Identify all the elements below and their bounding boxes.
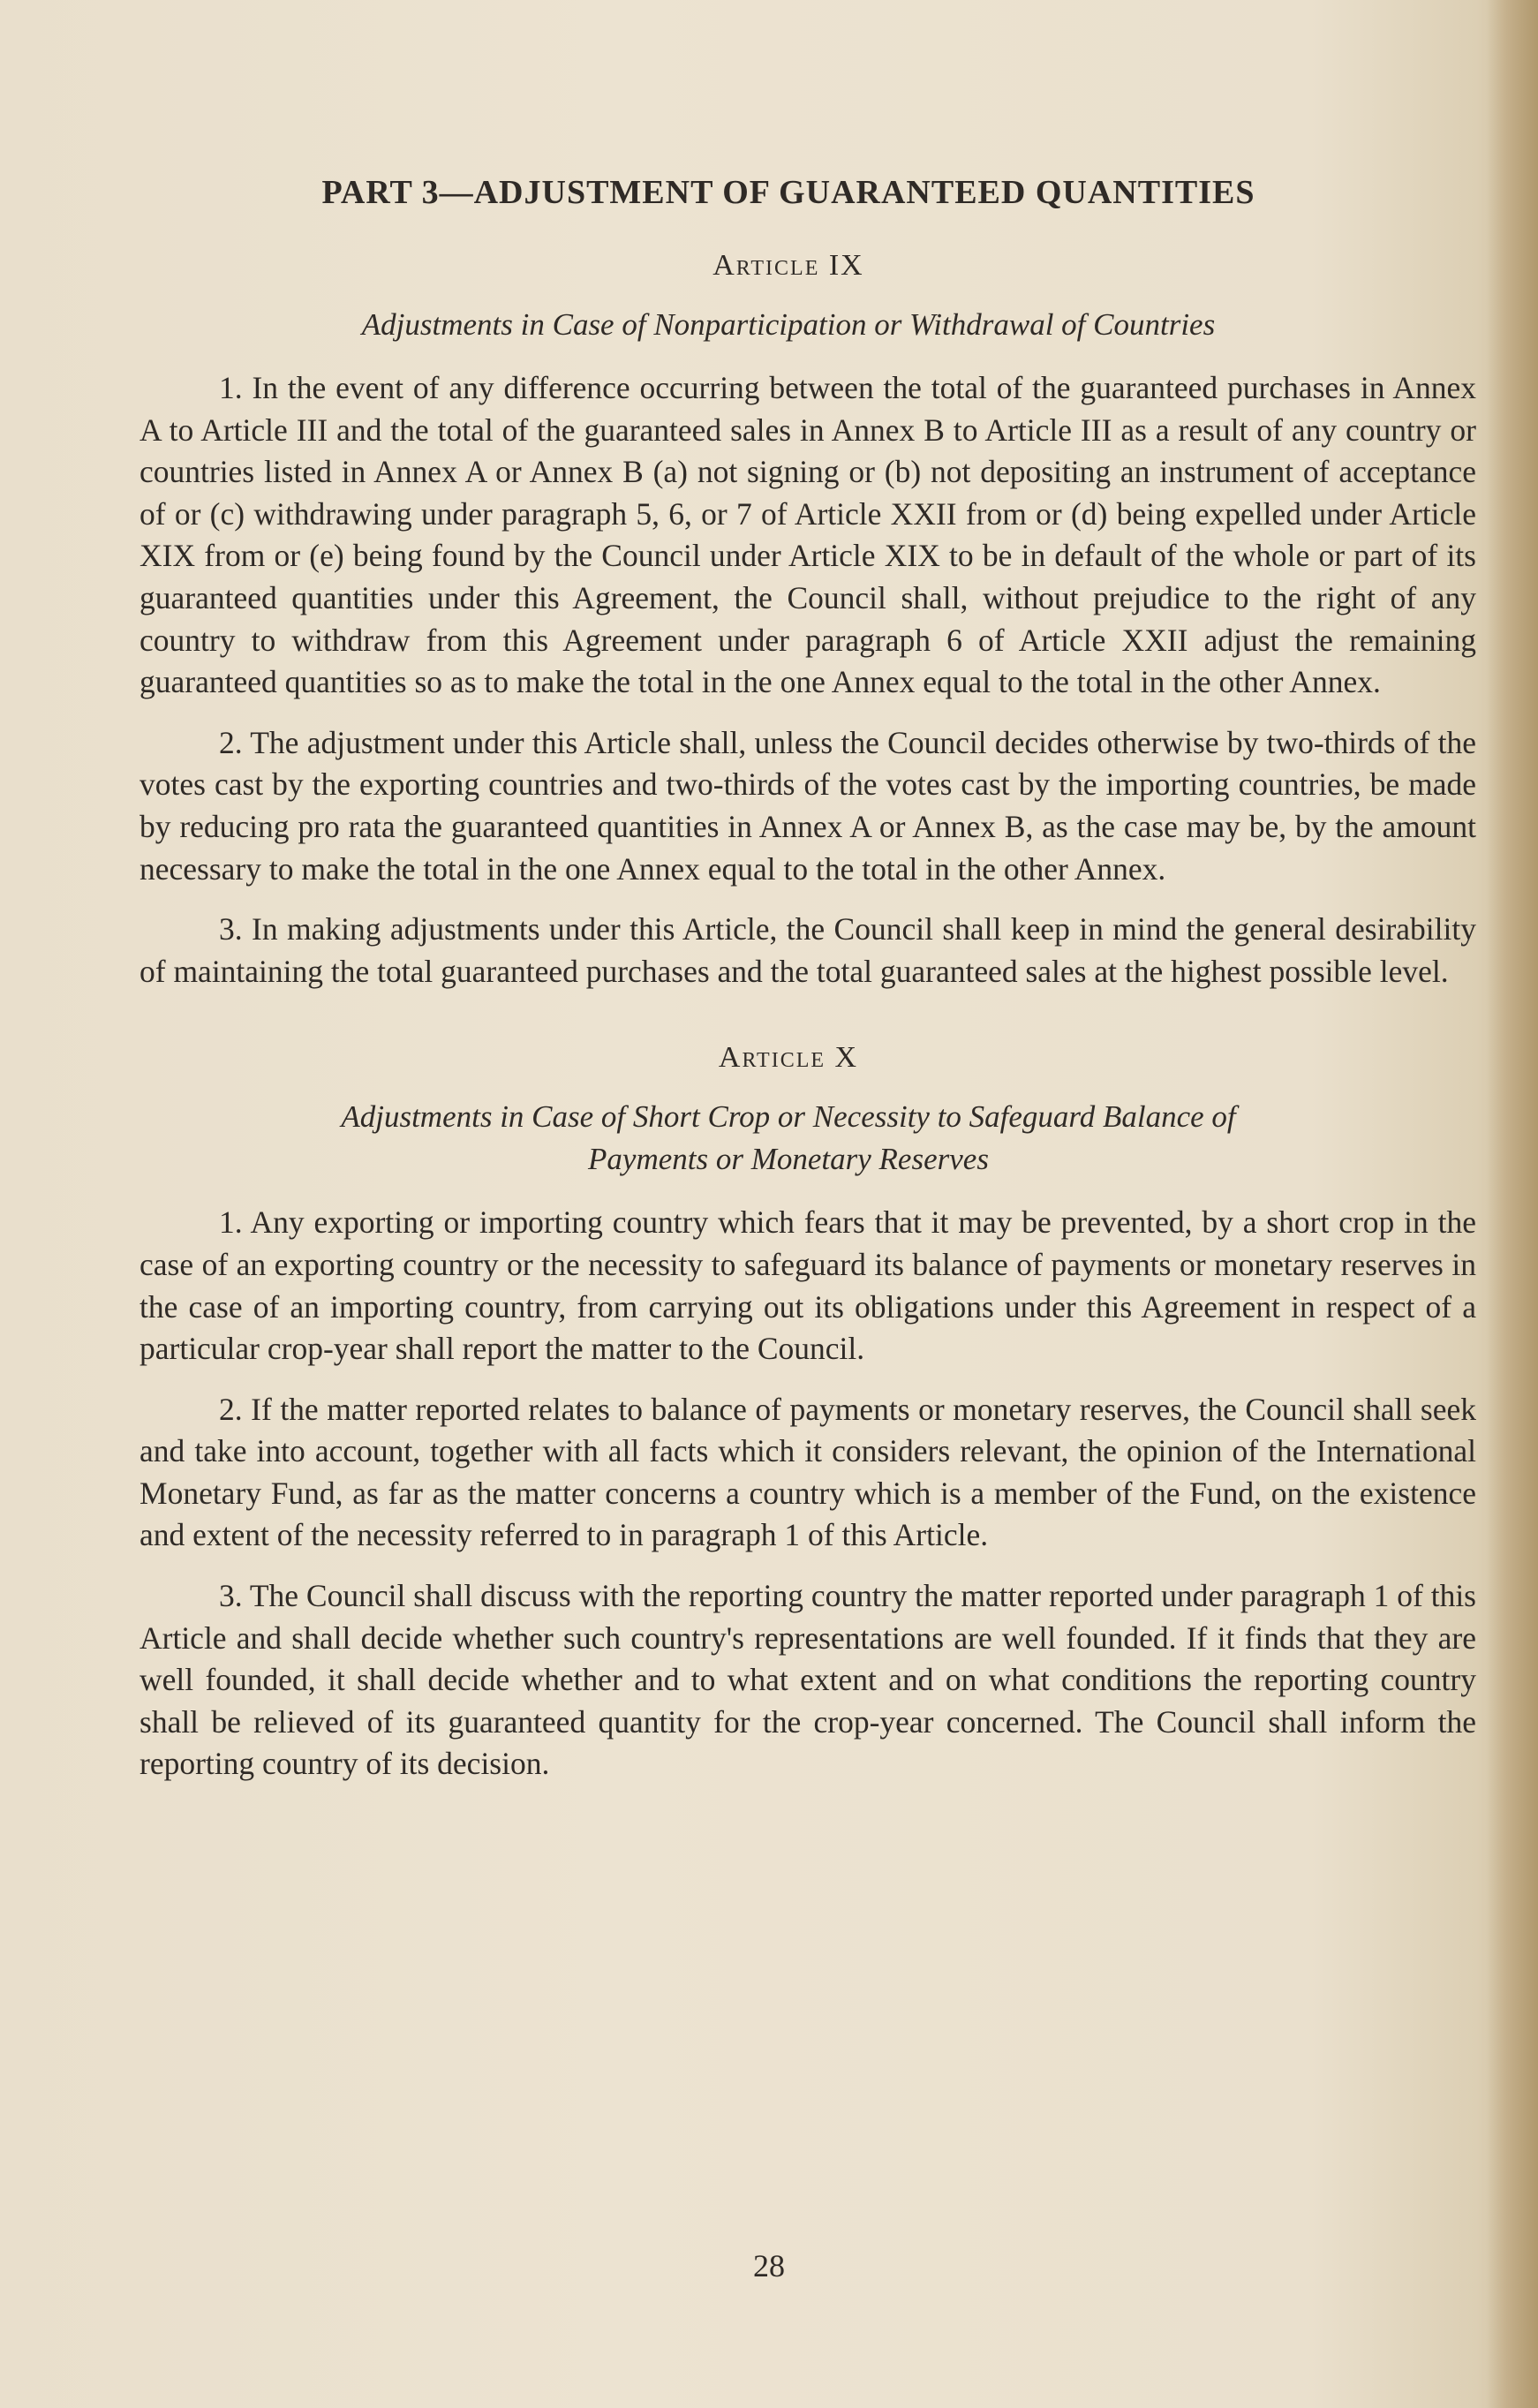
article-spacer: [139, 1011, 1476, 1041]
article-ix: [139, 249, 1476, 993]
article-paragraph: 3. The Council shall discuss with the reporting country the matter reported under paragraph 1 of this Article and shall decide whether such country's representations are well founded. If it finds that they are well founded, it shall decide whether and to what extent and on what conditions the reporting country shall be relieved of its guaranteed quantity for the crop-year concerned. The Council shall inform the reporting country of its decision.: [139, 1578, 1476, 1782]
article-paragraph: 2. If the matter reported relates to balance of payments or monetary reserves, the Council shall seek and take into account, together with all facts which it considers relevant, the opinion of the International Monetary Fund, as far as the matter concerns a country which is a member of the Fund, on the existence and extent of the necessity referred to in paragraph 1 of this Article.: [139, 1391, 1476, 1553]
page-edge-shadow: [1487, 0, 1538, 2408]
page-content: [139, 173, 1476, 1804]
article-paragraph: 1. Any exporting or importing country which fears that it may be prevented, by a short crop in the case of an exporting country or the necessity to safeguard its balance of payments or monetary reserves in the case of an importing country, from carrying out its obligations under this Agreement in respect of a particular crop-year shall report the matter to the Council.: [139, 1204, 1476, 1367]
article-paragraph: 2. The adjustment under this Article shall, unless the Council decides otherwise by two-thirds of the votes cast by the exporting countries and two-thirds of the votes cast by the importing countries, be made by reducing pro rata the guaranteed quantities in Annex A or Annex B, as the case may be, by the amount necessary to make the total in the one Annex equal to the total in the other Annex.: [139, 724, 1476, 887]
article-subtitle-line: Adjustments in Case of Short Crop or Necessity to Safeguard Balance of: [341, 1099, 1236, 1135]
article-subtitle: Adjustments in Case of Nonparticipation or Withdrawal of Countries: [361, 307, 1216, 342]
article-subtitle: [139, 1096, 1437, 1181]
article-heading: Article IX: [712, 249, 864, 282]
article-heading: Article X: [718, 1041, 859, 1075]
page-number: 28: [753, 2248, 785, 2283]
article-paragraph: 3. In making adjustments under this Article, the Council shall keep in mind the general desirability of maintaining the total guaranteed purchases and the total guaranteed sales at the highest possible level.: [139, 911, 1476, 989]
article-x: [139, 1041, 1476, 1785]
part-title: PART 3—ADJUSTMENT OF GUARANTEED QUANTITIES: [321, 174, 1255, 211]
article-paragraph: 1. In the event of any difference occurring between the total of the guaranteed purchases in Annex A to Article III and the total of the guaranteed sales in Annex B to Article III as a result of any country or countries listed in Annex A or Annex B (a) not signing or (b) not depositing an instrument of acceptance of or (c) withdrawing under paragraph 5, 6, or 7 of Article XXII from or (d) being expelled under Article XIX from or (e) being found by the Council under Article XIX to be in default of the whole or part of its guaranteed quantities under this Agreement, the Council shall, without prejudice to the right of any country to withdraw from this Agreement under paragraph 6 of Article XXII adjust the remaining guaranteed quantities so as to make the total in the one Annex equal to the total in the other Annex.: [139, 370, 1476, 700]
article-subtitle-line: Payments or Monetary Reserves: [588, 1142, 989, 1177]
